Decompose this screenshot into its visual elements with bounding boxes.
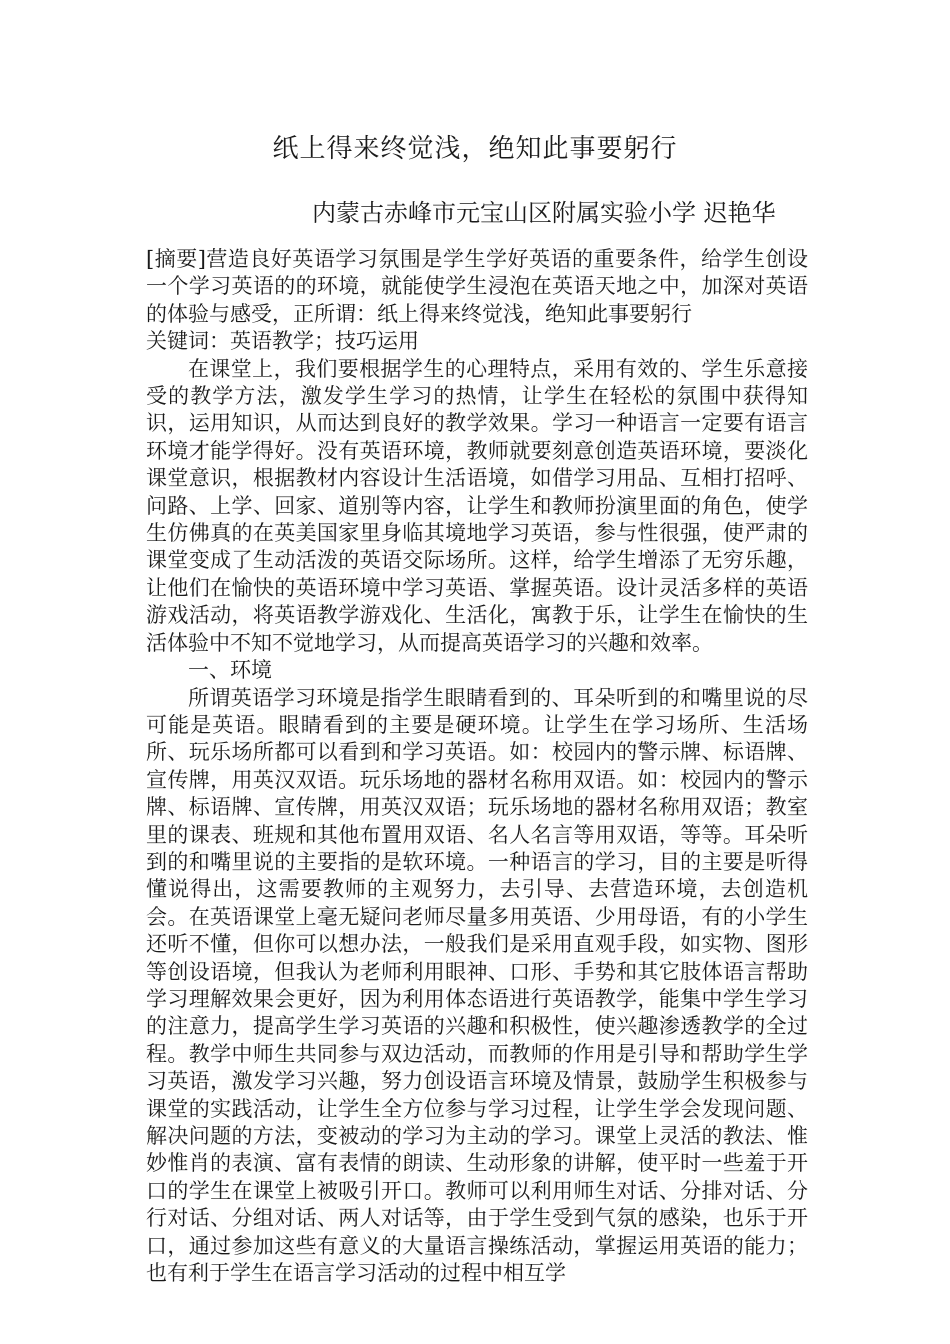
- body-paragraph: 所谓英语学习环境是指学生眼睛看到的、耳朵听到的和嘴里说的尽可能是英语。眼睛看到的主要是硬环境。让学生在学习场所、生活场所、玩乐场所都可以看到和学习英语。如：校园内的警示牌、标语牌、宣传牌，用英汉双语。玩乐场地的器材名称用双语。如：校园内的警示牌、标语牌、宣传牌，用英汉双语；玩乐场地的器材名称用双语；教室里的课表、班规和其他布置用双语、名人名言等用双语，等等。耳朵听到的和嘴里说的主要指的是软环境。一种语言的学习，目的主要是听得懂说得出，这需要教师的主观努力，去引导、去营造环境，去创造机会。在英语课堂上毫无疑问老师尽量多用英语、少用母语，有的小学生还听不懂，但你可以想办法，一般我们是采用直观手段，如实物、图形等创设语境，但我认为老师利用眼神、口形、手势和其它肢体语言帮助学习理解效果会更好，因为利用体态语进行英语教学，能集中学生学习的注意力，提高学生学习英语的兴趣和积极性，使兴趣渗透教学的全过程。教学中师生共同参与双边活动，而教师的作用是引导和帮助学生学习英语，激发学习兴趣，努力创设语言环境及情景，鼓励学生积极参与课堂的实践活动，让学生全方位参与学习过程，让学生学会发现问题、解决问题的方法，变被动的学习为主动的学习。课堂上灵活的教法、惟妙惟肖的表演、富有表情的朗读、生动形象的讲解，使平时一些羞于开口的学生在课堂上被吸引开口。教师可以利用师生对话、分排对话、分行对话、分组对话、两人对话等，由于学生受到气氛的感染，也乐于开口，通过参加这些有意义的大量语言操练活动，掌握运用英语的能力；也有利于学生在语言学习活动的过程中相互学: [146, 685, 808, 1286]
- body-paragraph: 在课堂上，我们要根据学生的心理特点，采用有效的、学生乐意接受的教学方法，激发学生学习的热情，让学生在轻松的氛围中获得知识，运用知识，从而达到良好的教学效果。学习一种语言一定要有语言环境才能学得好。没有英语环境，教师就要刻意创造英语环境，要淡化课堂意识，根据教材内容设计生活语境，如借学习用品、互相打招呼、问路、上学、回家、道别等内容，让学生和教师扮演里面的角色，使学生仿佛真的在英美国家里身临其境地学习英语，参与性很强，使严肃的课堂变成了生动活泼的英语交际场所。这样，给学生增添了无穷乐趣，让他们在愉快的英语环境中学习英语、掌握英语。设计灵活多样的英语游戏活动，将英语教学游戏化、生活化，寓教于乐，让学生在愉快的生活体验中不知不觉地学习，从而提高英语学习的兴趣和效率。: [146, 356, 808, 655]
- abstract-paragraph: [摘要]营造良好英语学习氛围是学生学好英语的重要条件，给学生创设一个学习英语的的环境，就能使学生浸泡在英语天地之中，加深对英语的体验与感受，正所谓：纸上得来终觉浅，绝知此事要躬行: [146, 247, 808, 326]
- author-line: 内蒙古赤峰市元宝山区附属实验小学 迟艳华: [312, 199, 776, 227]
- document-title: 纸上得来终觉浅，绝知此事要躬行: [272, 134, 678, 164]
- keywords-line: 关键词：英语教学；技巧运用: [146, 329, 419, 354]
- section-heading: 一、环境: [188, 658, 272, 683]
- document-body: [146, 246, 808, 1287]
